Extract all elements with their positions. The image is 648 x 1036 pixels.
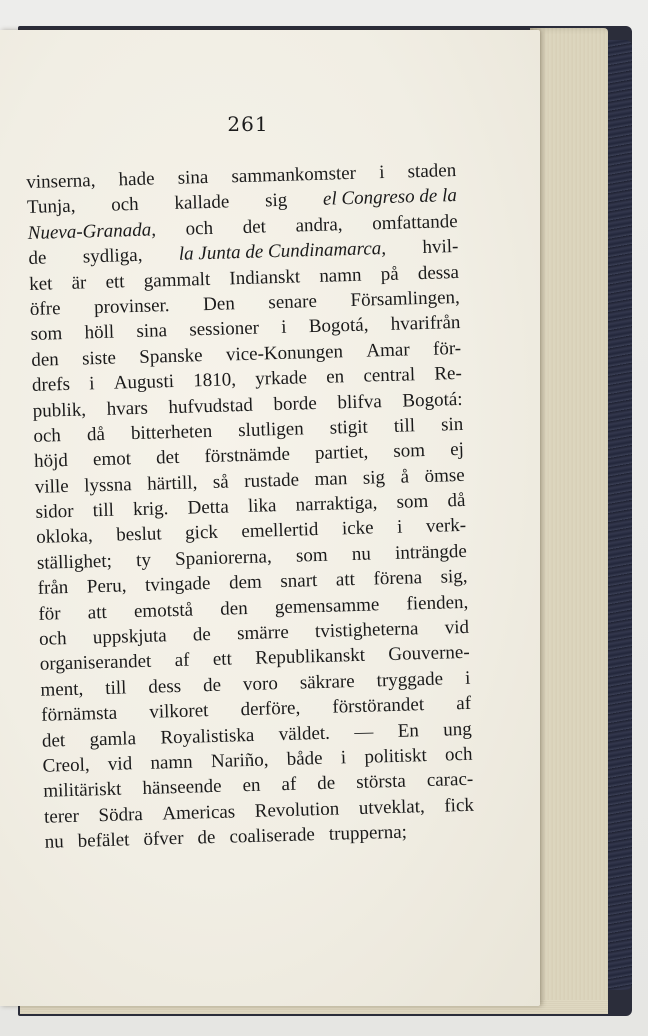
word: publik, [32,398,87,422]
word: Augusti [113,371,175,394]
book-page [0,30,540,1006]
word: ej [449,439,465,461]
word: stigit [329,416,369,439]
word: Republikanskt [254,645,366,670]
word: som [30,323,63,346]
word: förena [373,567,423,590]
word: sammankomster [231,162,357,188]
word: Creol, [42,754,90,777]
word: Royalistiska [160,724,255,749]
word: till [104,677,127,699]
word: vid [107,753,133,775]
body-text [26,158,475,855]
word: gemensamme [274,593,380,618]
word: lyssna [83,473,132,497]
word: senare [268,290,318,314]
word: tvistigheterna [314,618,419,643]
page-edges [530,28,608,1012]
word: narraktiga, [295,492,378,516]
word: namn [318,264,362,287]
word: partiet, [314,441,369,465]
word: bitterheten [130,420,213,445]
word: och [38,628,67,650]
word: Gouverne- [388,642,470,666]
word: smärre [236,621,290,645]
word: hvarifrån [390,312,461,336]
word: slutligen [237,418,304,442]
word: som [393,440,426,463]
word: tryggade [376,668,444,692]
word: sig [264,190,288,212]
word: de [202,674,222,697]
word: organiserandet [39,651,152,676]
word: de [28,247,47,270]
word: el Congreso de la [322,185,458,211]
word: Re- [434,363,463,385]
word: Södra [98,803,144,826]
word: öfver [143,828,184,851]
word: Nueva-Granada, [27,219,157,244]
word: dessa [417,261,460,284]
word: af [281,774,297,796]
word: man [314,467,348,490]
word: förnämsta [40,702,118,726]
word: Peru, [86,575,127,598]
word: derföre, [240,697,301,721]
word: det [242,216,267,238]
word: gammalt [143,268,211,292]
word: höll [84,321,115,344]
word: krig. [132,498,169,521]
word: och [444,743,473,766]
word: ömse [424,464,465,487]
word: höjd [33,450,69,473]
word: då [86,423,106,446]
word: af [174,650,190,672]
word: en [325,366,345,388]
word: af [455,692,472,715]
word: för [38,602,61,625]
word: 1810, [192,369,237,392]
word: Spaniorerna, [174,546,272,570]
word: är [71,271,87,294]
word: ett [105,270,125,293]
word: namn [150,751,193,774]
word: rustade [243,469,300,492]
word: i [396,517,403,539]
word: okloka, [35,525,94,549]
word: förstörandet [332,694,425,718]
word: det [155,447,180,469]
word: Nariño, [210,749,269,773]
word: både [286,747,323,770]
word: carac- [426,769,474,792]
word: nu [44,831,65,853]
word: en [242,775,261,797]
word: den [219,597,248,620]
word: coaliserade [229,824,316,848]
word: ment, [40,678,84,701]
word: hade [118,168,155,191]
word: ställighet; [36,550,113,574]
word: blifva [337,390,383,413]
word: dem [228,571,263,594]
word: Spanske [138,344,203,368]
word: omfattande [371,210,458,235]
word: på [380,263,399,285]
word: väldet. [278,722,331,745]
word: som [295,544,328,567]
word: och [185,217,214,240]
word: trupperna; [328,821,408,845]
word: tvingade [144,573,211,597]
word: la Junta de Cundinamarca, [178,238,387,265]
word: härtill, [146,472,198,495]
word: vilkoret [149,700,209,723]
word: militäriskt [43,778,122,803]
word: Den [202,293,236,316]
word: vice-Konungen [225,340,344,366]
word: utveklat, [358,795,426,819]
word: Americas [162,801,236,825]
word: emotstå [133,599,194,622]
word: Församlingen, [350,286,461,311]
word: borde [273,392,318,415]
word: befälet [77,829,130,852]
word: siste [81,347,117,370]
word: staden [407,159,457,183]
word: En [397,719,420,742]
word: så [212,471,229,493]
word: i [88,373,95,395]
word: ung [442,718,473,741]
word: lika [247,495,277,518]
word: säkrare [299,670,355,694]
word: Bogotá: [402,388,463,412]
word: vid [444,616,470,639]
word: — [354,721,374,743]
word: gick [184,522,219,545]
word: i [280,317,287,339]
word: sina [136,320,168,343]
word: sig [362,466,386,489]
word: emellertid [241,519,319,543]
word: kallade [174,191,230,215]
word: sin [440,413,464,436]
word: och [33,425,62,447]
word: andra, [295,213,343,237]
word: och [110,194,139,217]
word: som [396,490,429,513]
word: fienden, [406,591,469,615]
word: politiskt [364,745,428,768]
word: att [87,601,108,624]
word: Bogotá, [308,314,369,338]
word: i [378,161,385,184]
word: emot [92,448,132,471]
word: sidor [35,500,74,523]
word: gamla [89,727,137,751]
word: ville [34,475,69,498]
word: snart [280,570,318,593]
word: fick [444,794,475,817]
word: att [335,569,356,591]
word: i [464,667,471,689]
word: icke [341,517,374,540]
word: voro [242,672,279,695]
word: hvil- [422,236,459,259]
word: yrkade [254,367,308,390]
word: Tunja, [26,196,76,219]
word: i [340,747,347,769]
word: från [37,577,69,600]
word: hvars [106,397,149,420]
word: förstnämde [204,444,291,468]
word: uppskjuta [92,625,167,649]
word: terer [43,805,80,828]
word: ett [212,648,233,671]
word: drefs [31,373,71,397]
word: det [41,729,66,752]
word: inträngde [394,540,468,564]
word: ket [28,272,53,295]
word: verk- [425,515,467,538]
word: sig, [440,566,468,588]
word: sessioner [189,317,260,341]
word: Revolution [254,798,340,822]
word: Indianskt [229,265,301,289]
word: nu [351,543,372,565]
word: Amar [366,339,410,362]
word: sina [177,166,209,189]
page-number: 261 [227,112,269,136]
word: hufvudstad [168,394,254,418]
word: provinser. [93,295,170,319]
word: vinserna, [26,170,96,193]
word: central [363,364,416,387]
word: å [400,466,410,488]
word: de [197,827,216,849]
word: största [355,771,407,794]
word: sydliga, [82,244,143,268]
word: hänseende [142,776,222,800]
word: till [92,499,115,522]
word: då [447,489,466,512]
word: den [31,348,60,371]
word: beslut [115,523,162,547]
word: de [316,772,336,795]
word: för- [432,337,462,360]
word: de [192,624,212,646]
word: dess [148,675,182,698]
word: ty [135,549,152,571]
word: Detta [187,496,230,519]
word: till [393,415,416,437]
word: öfre [29,298,61,320]
